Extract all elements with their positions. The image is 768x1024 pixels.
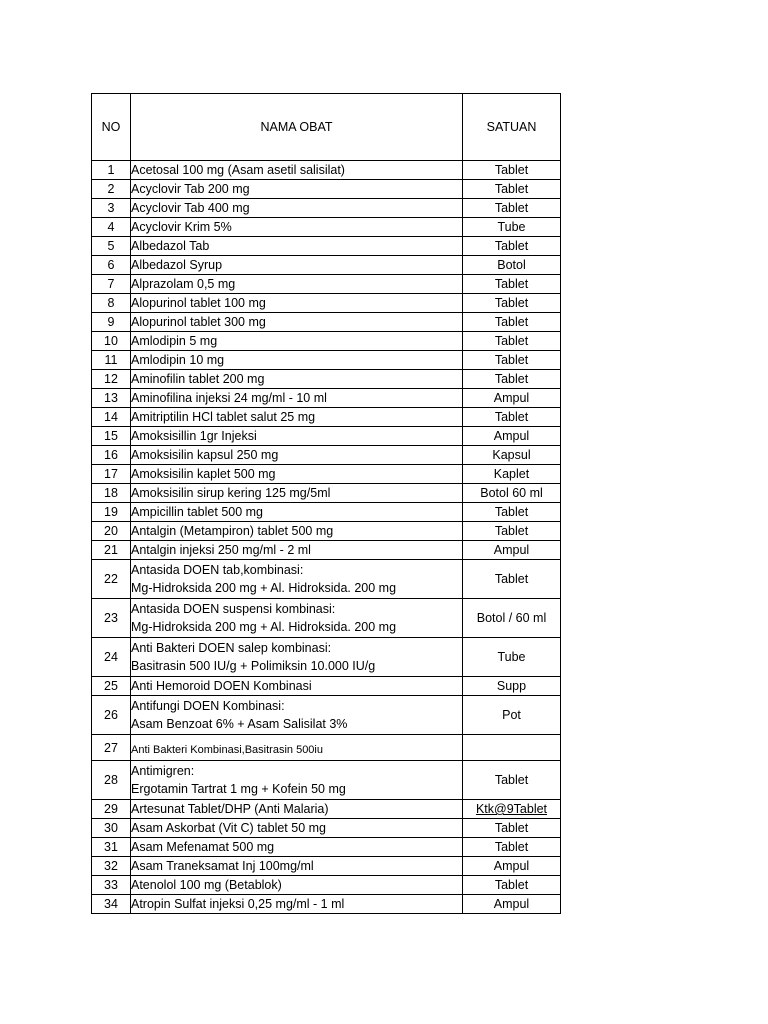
table-row — [92, 351, 561, 370]
nama-obat-line: Antifungi DOEN Kombinasi: — [131, 699, 285, 713]
row-no: 2 — [92, 180, 131, 199]
nama-obat-line: Antimigren: — [131, 764, 195, 778]
row-nama-obat — [131, 180, 463, 199]
nama-obat-line: Asam Benzoat 6% + Asam Salisilat 3% — [131, 717, 348, 731]
table-row — [92, 599, 561, 638]
row-satuan: Botol — [463, 256, 561, 275]
table-row — [92, 332, 561, 351]
row-no: 31 — [92, 838, 131, 857]
row-no: 14 — [92, 408, 131, 427]
nama-obat-line: Acyclovir Tab 400 mg — [131, 201, 250, 215]
table-row — [92, 180, 561, 199]
table-row — [92, 638, 561, 677]
row-satuan: Tablet — [463, 294, 561, 313]
row-satuan: Tablet — [463, 876, 561, 895]
row-nama-obat — [131, 599, 463, 638]
row-satuan: Tablet — [463, 275, 561, 294]
table-row — [92, 427, 561, 446]
row-no: 27 — [92, 735, 131, 761]
row-nama-obat — [131, 389, 463, 408]
table-row — [92, 541, 561, 560]
row-nama-obat — [131, 256, 463, 275]
table-row — [92, 389, 561, 408]
table-row — [92, 408, 561, 427]
row-satuan: Ampul — [463, 427, 561, 446]
table-row — [92, 677, 561, 696]
row-satuan: Tablet — [463, 838, 561, 857]
row-nama-obat — [131, 696, 463, 735]
row-satuan: Ktk@9Tablet — [463, 800, 561, 819]
table-row — [92, 522, 561, 541]
row-no: 6 — [92, 256, 131, 275]
row-satuan: Tablet — [463, 161, 561, 180]
table-row — [92, 735, 561, 761]
row-nama-obat — [131, 522, 463, 541]
row-satuan: Tablet — [463, 408, 561, 427]
row-no: 33 — [92, 876, 131, 895]
nama-obat-line: Atenolol 100 mg (Betablok) — [131, 878, 282, 892]
nama-obat-line: Acyclovir Krim 5% — [131, 220, 232, 234]
table-row — [92, 800, 561, 819]
row-nama-obat — [131, 819, 463, 838]
header-no: NO — [92, 94, 131, 161]
row-nama-obat — [131, 857, 463, 876]
nama-obat-line: Asam Mefenamat 500 mg — [131, 840, 275, 854]
nama-obat-line: Aminofilin tablet 200 mg — [131, 372, 265, 386]
row-satuan: Tube — [463, 218, 561, 237]
table-row — [92, 484, 561, 503]
row-no: 9 — [92, 313, 131, 332]
table-row — [92, 761, 561, 800]
header-nama-obat: NAMA OBAT — [131, 94, 463, 161]
row-nama-obat — [131, 218, 463, 237]
nama-obat-line: Atropin Sulfat injeksi 0,25 mg/ml - 1 ml — [131, 897, 345, 911]
table-row — [92, 696, 561, 735]
row-no: 34 — [92, 895, 131, 914]
nama-obat-line: Asam Traneksamat Inj 100mg/ml — [131, 859, 314, 873]
row-nama-obat — [131, 838, 463, 857]
table-row — [92, 275, 561, 294]
row-no: 30 — [92, 819, 131, 838]
row-nama-obat — [131, 408, 463, 427]
nama-obat-line: Albedazol Tab — [131, 239, 210, 253]
nama-obat-line: Ampicillin tablet 500 mg — [131, 505, 264, 519]
row-satuan: Tablet — [463, 237, 561, 256]
row-no: 10 — [92, 332, 131, 351]
nama-obat-line: Amoksisilin sirup kering 125 mg/5ml — [131, 486, 331, 500]
nama-obat-line: Amoksisilin kapsul 250 mg — [131, 448, 279, 462]
row-nama-obat — [131, 446, 463, 465]
row-nama-obat — [131, 332, 463, 351]
table-row — [92, 313, 561, 332]
row-satuan: Ampul — [463, 857, 561, 876]
nama-obat-line: Alopurinol tablet 100 mg — [131, 296, 266, 310]
row-satuan: Tablet — [463, 761, 561, 800]
row-nama-obat — [131, 313, 463, 332]
row-satuan: Tablet — [463, 332, 561, 351]
nama-obat-line: Anti Bakteri DOEN salep kombinasi: — [131, 641, 332, 655]
row-satuan: Tablet — [463, 522, 561, 541]
row-no: 25 — [92, 677, 131, 696]
row-satuan: Tablet — [463, 370, 561, 389]
row-no: 4 — [92, 218, 131, 237]
row-nama-obat — [131, 800, 463, 819]
nama-obat-line: Mg-Hidroksida 200 mg + Al. Hidroksida. 200 mg — [131, 581, 397, 595]
row-nama-obat — [131, 199, 463, 218]
row-no: 13 — [92, 389, 131, 408]
table-row — [92, 161, 561, 180]
nama-obat-line: Antasida DOEN suspensi kombinasi: — [131, 602, 336, 616]
table-row — [92, 503, 561, 522]
table-header — [92, 94, 561, 161]
nama-obat-line: Alprazolam 0,5 mg — [131, 277, 236, 291]
row-nama-obat — [131, 484, 463, 503]
nama-obat-line: Mg-Hidroksida 200 mg + Al. Hidroksida. 200 mg — [131, 620, 397, 634]
row-no: 28 — [92, 761, 131, 800]
nama-obat-line: Amitriptilin HCl tablet salut 25 mg — [131, 410, 316, 424]
row-satuan: Tablet — [463, 503, 561, 522]
table-row — [92, 446, 561, 465]
row-no: 19 — [92, 503, 131, 522]
nama-obat-line: Ergotamin Tartrat 1 mg + Kofein 50 mg — [131, 782, 346, 796]
row-no: 8 — [92, 294, 131, 313]
row-satuan: Tablet — [463, 199, 561, 218]
row-nama-obat — [131, 638, 463, 677]
row-nama-obat — [131, 541, 463, 560]
table-row — [92, 819, 561, 838]
table-row — [92, 838, 561, 857]
row-no: 15 — [92, 427, 131, 446]
table-row — [92, 294, 561, 313]
nama-obat-line: Amlodipin 5 mg — [131, 334, 218, 348]
table-row — [92, 465, 561, 484]
row-satuan: Kapsul — [463, 446, 561, 465]
row-satuan: Tube — [463, 638, 561, 677]
row-no: 23 — [92, 599, 131, 638]
row-satuan: Tablet — [463, 819, 561, 838]
nama-obat-line: Asam Askorbat (Vit C) tablet 50 mg — [131, 821, 326, 835]
row-nama-obat — [131, 761, 463, 800]
table-row — [92, 199, 561, 218]
row-nama-obat — [131, 351, 463, 370]
row-no: 5 — [92, 237, 131, 256]
table-row — [92, 256, 561, 275]
row-nama-obat — [131, 465, 463, 484]
row-nama-obat — [131, 161, 463, 180]
nama-obat-line: Acyclovir Tab 200 mg — [131, 182, 250, 196]
row-satuan: Pot — [463, 696, 561, 735]
table-row — [92, 857, 561, 876]
row-satuan: Kaplet — [463, 465, 561, 484]
row-no: 20 — [92, 522, 131, 541]
row-no: 16 — [92, 446, 131, 465]
row-no: 12 — [92, 370, 131, 389]
row-nama-obat — [131, 370, 463, 389]
nama-obat-line: Amlodipin 10 mg — [131, 353, 225, 367]
row-satuan: Supp — [463, 677, 561, 696]
table-row — [92, 560, 561, 599]
table-row — [92, 370, 561, 389]
row-satuan: Ampul — [463, 895, 561, 914]
nama-obat-line: Antasida DOEN tab,kombinasi: — [131, 563, 304, 577]
table-row — [92, 876, 561, 895]
nama-obat-line: Anti Bakteri Kombinasi,Basitrasin 500iu — [131, 744, 323, 756]
row-no: 3 — [92, 199, 131, 218]
row-nama-obat — [131, 876, 463, 895]
row-nama-obat — [131, 427, 463, 446]
drug-table — [91, 93, 561, 914]
row-satuan: Botol 60 ml — [463, 484, 561, 503]
row-no: 22 — [92, 560, 131, 599]
row-no: 7 — [92, 275, 131, 294]
row-nama-obat — [131, 677, 463, 696]
row-no: 18 — [92, 484, 131, 503]
row-nama-obat — [131, 895, 463, 914]
row-satuan: Botol / 60 ml — [463, 599, 561, 638]
row-no: 26 — [92, 696, 131, 735]
row-nama-obat — [131, 275, 463, 294]
row-satuan — [463, 735, 561, 761]
table-row — [92, 237, 561, 256]
row-nama-obat — [131, 735, 463, 761]
row-no: 21 — [92, 541, 131, 560]
row-no: 32 — [92, 857, 131, 876]
nama-obat-line: Aminofilina injeksi 24 mg/ml - 10 ml — [131, 391, 327, 405]
row-satuan: Tablet — [463, 313, 561, 332]
nama-obat-line: Anti Hemoroid DOEN Kombinasi — [131, 679, 312, 693]
row-nama-obat — [131, 237, 463, 256]
nama-obat-line: Antalgin (Metampiron) tablet 500 mg — [131, 524, 334, 538]
row-no: 17 — [92, 465, 131, 484]
header-satuan: SATUAN — [463, 94, 561, 161]
row-satuan: Tablet — [463, 560, 561, 599]
row-no: 24 — [92, 638, 131, 677]
nama-obat-line: Amoksisilin kaplet 500 mg — [131, 467, 276, 481]
nama-obat-line: Albedazol Syrup — [131, 258, 223, 272]
row-nama-obat — [131, 560, 463, 599]
nama-obat-line: Alopurinol tablet 300 mg — [131, 315, 266, 329]
table-row — [92, 895, 561, 914]
row-satuan: Ampul — [463, 541, 561, 560]
table-body — [92, 161, 561, 914]
row-nama-obat — [131, 294, 463, 313]
row-no: 1 — [92, 161, 131, 180]
nama-obat-line: Acetosal 100 mg (Asam asetil salisilat) — [131, 163, 345, 177]
row-satuan: Tablet — [463, 351, 561, 370]
nama-obat-line: Antalgin injeksi 250 mg/ml - 2 ml — [131, 543, 311, 557]
nama-obat-line: Basitrasin 500 IU/g + Polimiksin 10.000 IU/g — [131, 659, 376, 673]
row-nama-obat — [131, 503, 463, 522]
table-row — [92, 218, 561, 237]
row-no: 11 — [92, 351, 131, 370]
row-satuan: Ampul — [463, 389, 561, 408]
row-no: 29 — [92, 800, 131, 819]
nama-obat-line: Artesunat Tablet/DHP (Anti Malaria) — [131, 802, 329, 816]
row-satuan: Tablet — [463, 180, 561, 199]
nama-obat-line: Amoksisillin 1gr Injeksi — [131, 429, 257, 443]
